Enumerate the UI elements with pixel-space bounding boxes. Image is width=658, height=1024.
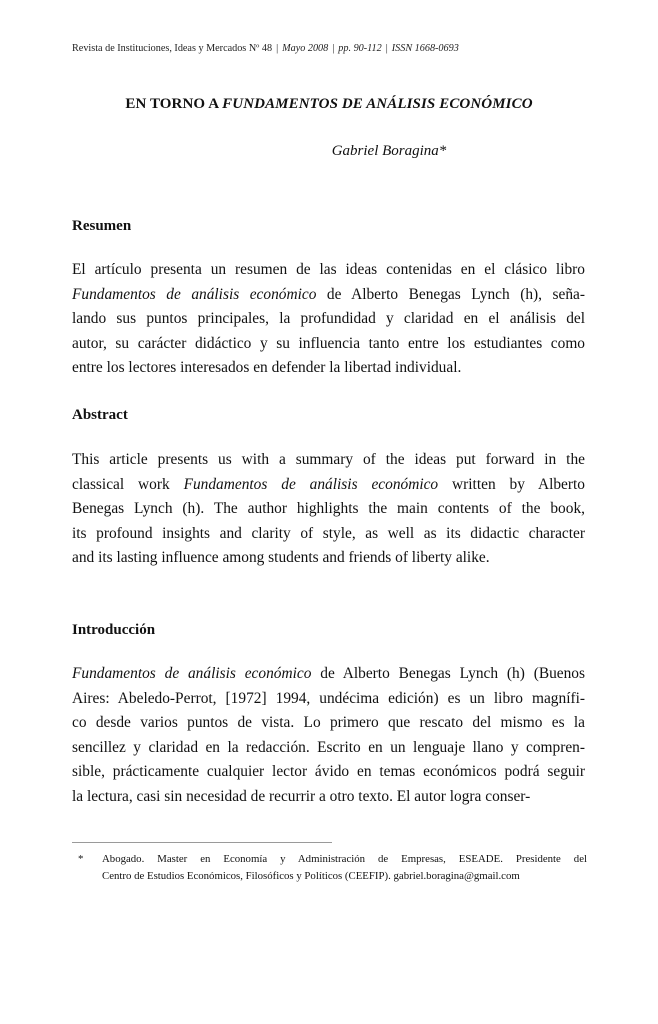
header-separator: | (332, 43, 335, 54)
issn: ISSN 1668-0693 (391, 43, 459, 54)
paragraph-line (72, 736, 585, 761)
footnote-text (102, 851, 587, 885)
heading-resumen: Resumen (72, 218, 132, 234)
header-separator: | (385, 43, 388, 54)
body-text: classical work (72, 475, 184, 493)
book-title-text: Fundamentos de análisis económico (72, 665, 312, 682)
paragraph-line (72, 497, 585, 522)
paragraph-line (72, 662, 585, 687)
body-text: written by Alberto (438, 475, 585, 493)
paragraph-line (72, 258, 585, 283)
body-text: its profound insights and clarity of style, as well as its didactic character (72, 524, 585, 542)
book-title-text: Fundamentos de análisis económico (183, 475, 439, 493)
paragraph-line (72, 546, 585, 571)
article-title (0, 96, 658, 113)
journal-name: Revista de Instituciones, Ideas y Mercados Nº 48 (72, 43, 273, 54)
issue-date: Mayo 2008 (282, 43, 329, 54)
paragraph-line (72, 473, 585, 498)
body-text: autor, su carácter didáctico y su influencia tanto entre los estudiantes como (72, 334, 585, 352)
paragraph-line (72, 785, 585, 810)
heading-introduccion: Introducción (72, 622, 156, 638)
body-text: la lectura, casi sin necesidad de recurrir a otro texto. El autor logra conser- (72, 787, 531, 805)
paragraph-line (72, 522, 585, 547)
body-text: Benegas Lynch (h). The author highlights the main contents of the book, (72, 500, 585, 517)
footnote-marker: * (78, 853, 84, 865)
paragraph-line (72, 448, 585, 473)
footnote-separator (72, 842, 332, 843)
book-title-text: Fundamentos de análisis económico (72, 285, 317, 303)
author-name: Gabriel Boragina* (331, 143, 447, 159)
paragraph-line (72, 711, 585, 736)
paragraph-line (72, 307, 585, 332)
body-text: de Alberto Benegas Lynch (h), seña- (316, 285, 585, 303)
body-text: co desde varios puntos de vista. Lo primero que rescato del mismo es la (72, 714, 585, 731)
paragraph-line (72, 332, 585, 357)
resumen-paragraph (72, 258, 585, 381)
body-text: de Alberto Benegas Lynch (h) (Buenos (311, 665, 585, 682)
body-text: This article presents us with a summary of the ideas put forward in the (72, 451, 585, 468)
body-text: and its lasting influence among students and friends of liberty alike. (72, 549, 490, 566)
footnote (72, 851, 587, 885)
body-text: entre los lectores interesados en defender la libertad individual. (72, 359, 462, 376)
paragraph-line (72, 283, 585, 308)
body-text: sencillez y claridad en la redacción. Escrito en un lenguaje llano y compren- (72, 738, 585, 756)
footnote-line: Abogado. Master en Economía y Administración de Empresas, ESEADE. Presidente del (102, 853, 587, 865)
abstract-paragraph (72, 448, 585, 571)
introduccion-paragraph (72, 662, 585, 809)
footnote-line: Centro de Estudios Económicos, Filosóficos y Políticos (CEEFIP). gabriel.boragina@gmail.com (102, 870, 520, 882)
body-text: Aires: Abeledo-Perrot, [1972] 1994, undécima edición) es un libro magnífi- (72, 689, 585, 707)
title-book-name: FUNDAMENTOS DE ANÁLISIS ECONÓMICO (222, 96, 533, 112)
body-text: El artículo presenta un resumen de las ideas contenidas en el clásico libro (72, 261, 585, 278)
heading-abstract: Abstract (72, 407, 128, 423)
body-text: sible, prácticamente cualquier lector ávido en temas económicos podrá seguir (72, 763, 585, 780)
header-separator: | (276, 43, 279, 54)
running-header (72, 43, 592, 54)
paragraph-line (72, 687, 585, 712)
paragraph-line (72, 356, 585, 381)
body-text: lando sus puntos principales, la profundidad y claridad en el análisis del (72, 310, 585, 327)
title-prefix: EN TORNO A (125, 96, 223, 112)
paragraph-line (72, 760, 585, 785)
page-range: pp. 90-112 (338, 43, 382, 54)
